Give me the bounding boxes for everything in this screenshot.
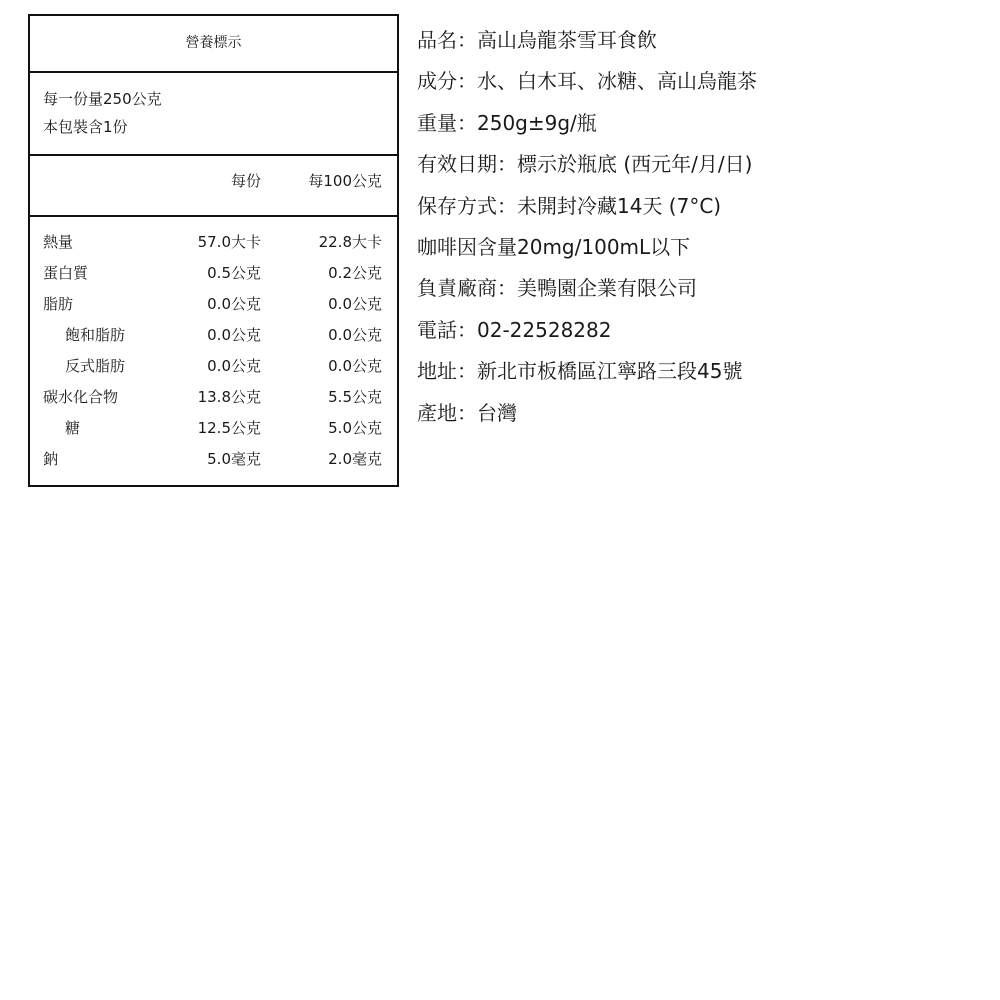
nutrient-row-sodium <box>30 442 397 472</box>
nutrient-name: 蛋白質 <box>43 264 89 282</box>
servings-per-pack: 本包裝含1份 <box>43 118 128 136</box>
address: 地址：新北市板橋區江寧路三段45號 <box>417 359 743 384</box>
nutrient-per-100g: 0.0公克 <box>328 357 382 375</box>
serving-size: 每一份量250公克 <box>43 90 162 108</box>
nutrient-per-100g: 0.2公克 <box>328 264 382 282</box>
phone: 電話：02-22528282 <box>417 317 612 342</box>
nutrient-row-fat <box>30 287 397 317</box>
nutrient-rows <box>30 215 397 485</box>
net-weight: 重量：250g±9g/瓶 <box>417 110 597 135</box>
nutrient-row-saturated-fat <box>30 318 397 348</box>
product-name: 品名：高山烏龍茶雪耳食飲 <box>417 28 657 52</box>
product-info-list <box>417 26 757 440</box>
nutrient-row-protein <box>30 256 397 286</box>
nutrient-per-100g: 0.0公克 <box>328 295 382 313</box>
nutrient-per-serving: 0.0公克 <box>207 326 261 344</box>
nutrient-name: 反式脂肪 <box>65 357 126 375</box>
nutrition-title: 營養標示 <box>185 35 242 51</box>
column-header-per-100g: 每100公克 <box>308 172 382 190</box>
column-header-per-serving: 每份 <box>230 172 261 190</box>
nutrient-per-100g: 2.0毫克 <box>328 450 382 468</box>
nutrition-facts-table <box>28 14 399 487</box>
nutrient-per-serving: 0.0公克 <box>207 295 261 313</box>
storage-method: 保存方式：未開封冷藏14天 (7°C) <box>417 193 722 218</box>
manufacturer: 負責廠商：美鴨園企業有限公司 <box>417 276 697 301</box>
nutrient-per-serving: 0.5公克 <box>207 264 261 282</box>
serving-section <box>30 71 397 156</box>
nutrient-name: 糖 <box>65 419 81 437</box>
nutrient-per-100g: 0.0公克 <box>328 326 382 344</box>
nutrient-row-sugar <box>30 411 397 441</box>
nutrient-per-serving: 12.5公克 <box>197 419 261 437</box>
nutrition-title-section <box>30 16 397 73</box>
ingredients: 成分：水、白木耳、冰糖、高山烏龍茶 <box>417 69 757 94</box>
nutrient-per-serving: 13.8公克 <box>197 388 261 406</box>
nutrient-name: 碳水化合物 <box>43 388 119 406</box>
caffeine-content: 咖啡因含量20mg/100mL以下 <box>417 234 691 259</box>
nutrient-row-calories <box>30 225 397 255</box>
origin: 產地：台灣 <box>417 400 517 425</box>
nutrient-name: 鈉 <box>43 450 59 468</box>
nutrient-per-serving: 0.0公克 <box>207 357 261 375</box>
nutrient-row-trans-fat <box>30 349 397 379</box>
nutrient-per-serving: 57.0大卡 <box>197 233 261 251</box>
nutrient-per-serving: 5.0毫克 <box>207 450 261 468</box>
nutrient-per-100g: 22.8大卡 <box>318 233 382 251</box>
nutrient-name: 飽和脂肪 <box>65 326 126 344</box>
nutrient-per-100g: 5.5公克 <box>328 388 382 406</box>
nutrient-per-100g: 5.0公克 <box>328 419 382 437</box>
column-header-section <box>30 154 397 217</box>
nutrient-row-carbohydrate <box>30 380 397 410</box>
nutrient-name: 脂肪 <box>43 295 74 313</box>
expiry-date: 有效日期：標示於瓶底 (西元年/月/日) <box>417 152 753 177</box>
nutrient-name: 熱量 <box>43 233 74 251</box>
